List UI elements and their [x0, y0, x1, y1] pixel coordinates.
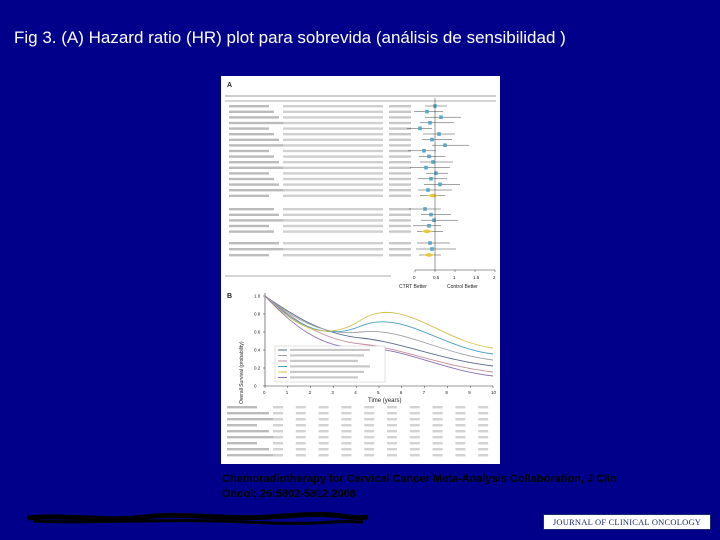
risk-cell [455, 436, 465, 438]
risk-cell [341, 412, 351, 414]
study-marker [432, 218, 436, 222]
risk-cell [273, 448, 283, 450]
risk-cell [433, 412, 443, 414]
study-marker [429, 177, 433, 181]
risk-cell [319, 442, 329, 444]
risk-cell [296, 436, 306, 438]
study-marker [424, 166, 428, 170]
risk-cell [455, 442, 465, 444]
subtotal-diamond [427, 194, 439, 198]
panel-a-label: A [227, 82, 233, 89]
forest-row [229, 241, 450, 245]
risk-cell [478, 436, 488, 438]
km-y-axis-label: Overall Survival (probability) [239, 341, 245, 404]
forest-axis-ticks [413, 270, 496, 280]
study-marker [434, 171, 438, 175]
study-marker [422, 149, 426, 153]
study-marker [429, 213, 433, 217]
forest-tick-label: 0 [413, 275, 416, 280]
km-xtick-label: 6 [399, 390, 403, 395]
risk-cell [273, 430, 283, 432]
citation [222, 472, 712, 502]
risk-cell [478, 424, 488, 426]
risk-row-label [227, 454, 281, 456]
forest-row [229, 224, 441, 228]
forest-row [229, 247, 456, 251]
forest-axis-right-label: Control Better [447, 284, 478, 290]
forest-plot-rows [229, 104, 469, 257]
km-xtick-label: 2 [308, 390, 312, 395]
risk-cell [296, 442, 306, 444]
risk-cell [341, 406, 351, 408]
forest-row [229, 194, 445, 198]
risk-cell [296, 454, 306, 456]
risk-cell [433, 418, 443, 420]
risk-cell [341, 424, 351, 426]
forest-tick-label: 1 [453, 275, 456, 280]
forest-row [229, 104, 447, 108]
risk-cell [296, 424, 306, 426]
study-marker [423, 207, 427, 211]
km-xtick-label: 4 [354, 390, 357, 395]
km-ytick-label: 0.2 [254, 365, 261, 371]
km-x-axis-label: Time (years) [368, 398, 402, 404]
risk-cell [478, 448, 488, 450]
study-marker [443, 143, 447, 147]
forest-row [229, 127, 432, 131]
risk-cell [387, 436, 397, 438]
decorative-scribble [25, 512, 370, 526]
risk-cell [341, 418, 351, 420]
risk-cell [387, 430, 397, 432]
risk-cell [364, 442, 374, 444]
risk-cell [433, 436, 443, 438]
risk-cell [387, 424, 397, 426]
risk-cell [478, 430, 488, 432]
risk-cell [364, 406, 374, 408]
km-y-axis-ticks [254, 294, 265, 389]
risk-cell [410, 406, 420, 408]
risk-cell [296, 448, 306, 450]
journal-banner [543, 514, 711, 530]
legend-text-placeholder [290, 376, 358, 378]
study-marker [428, 241, 432, 245]
risk-cell [273, 454, 283, 456]
forest-row [229, 160, 453, 164]
risk-cell [387, 454, 397, 456]
forest-row [229, 253, 441, 257]
risk-cell [410, 448, 420, 450]
risk-cell [455, 412, 465, 414]
risk-cell [478, 454, 488, 456]
forest-row [229, 121, 454, 125]
risk-cell [455, 424, 465, 426]
forest-tick-label: 2 [493, 275, 496, 280]
forest-row [229, 213, 451, 217]
risk-cell [433, 454, 443, 456]
citation-line-2: Oncol; 26:5802-5812.2008 [222, 488, 356, 500]
risk-cell [410, 430, 420, 432]
journal-name: JOURNAL OF CLINICAL ONCOLOGY [552, 517, 702, 527]
forest-row [229, 143, 469, 147]
risk-cell [341, 454, 351, 456]
km-ytick-label: 0.6 [254, 329, 261, 335]
forest-row [229, 171, 448, 175]
study-marker [428, 121, 432, 125]
km-xtick-label: 9 [468, 390, 471, 395]
panel-b-label: B [227, 293, 233, 300]
subtotal-diamond [423, 253, 435, 257]
forest-row [229, 138, 452, 142]
risk-cell [364, 424, 374, 426]
risk-cell [341, 448, 351, 450]
forest-row [229, 183, 460, 187]
risk-cell [319, 436, 329, 438]
risk-cell [319, 454, 329, 456]
risk-row-label [227, 436, 281, 438]
study-marker [431, 160, 435, 164]
risk-cell [387, 448, 397, 450]
risk-cell [273, 442, 283, 444]
km-ytick-label: 0.4 [254, 347, 261, 353]
study-marker [437, 132, 441, 136]
risk-cell [364, 448, 374, 450]
risk-cell [319, 448, 329, 450]
risk-cell [387, 418, 397, 420]
legend-text-placeholder [290, 360, 358, 362]
forest-row [229, 218, 458, 222]
study-marker [425, 110, 429, 114]
km-xtick-label: 3 [331, 390, 334, 395]
legend-text-placeholder [290, 354, 364, 356]
study-marker [418, 127, 422, 131]
risk-cell [455, 406, 465, 408]
risk-cell [273, 406, 283, 408]
risk-cell [319, 430, 329, 432]
km-ytick-label: 0 [254, 383, 257, 389]
legend-text-placeholder [290, 365, 370, 367]
forest-row [229, 149, 436, 153]
risk-cell [410, 412, 420, 414]
risk-cell [364, 412, 374, 414]
risk-row-label [227, 406, 257, 408]
risk-cell [478, 442, 488, 444]
study-marker [430, 138, 434, 142]
risk-cell [364, 430, 374, 432]
km-x-axis-ticks [263, 386, 497, 395]
figure-image [221, 76, 500, 464]
risk-cell [387, 406, 397, 408]
km-xtick-label: 10 [491, 390, 497, 395]
risk-cell [296, 430, 306, 432]
study-marker [427, 224, 431, 228]
figure-graphic [221, 76, 500, 464]
risk-cell [341, 430, 351, 432]
km-xtick-label: 8 [445, 390, 448, 395]
risk-cell [273, 424, 283, 426]
risk-cell [455, 430, 465, 432]
risk-row-label [227, 424, 257, 426]
risk-cell [410, 418, 420, 420]
risk-row-label [227, 418, 281, 420]
risk-cell [455, 418, 465, 420]
risk-cell [478, 418, 488, 420]
risk-cell [319, 406, 329, 408]
risk-cell [455, 454, 465, 456]
risk-cell [478, 412, 488, 414]
risk-cell [341, 442, 351, 444]
study-marker [439, 115, 443, 119]
study-marker [426, 188, 430, 192]
risk-cell [273, 436, 283, 438]
risk-cell [319, 412, 329, 414]
km-xtick-label: 1 [285, 390, 289, 395]
risk-cell [433, 406, 443, 408]
risk-cell [387, 442, 397, 444]
risk-cell [433, 448, 443, 450]
forest-row [229, 115, 461, 119]
forest-row [229, 207, 441, 211]
risk-row-label [227, 412, 269, 414]
risk-cell [410, 454, 420, 456]
risk-cell [410, 424, 420, 426]
km-xtick-label: 0 [263, 390, 266, 395]
risk-cell [296, 418, 306, 420]
km-curve [265, 296, 493, 354]
km-xtick-label: 5 [377, 390, 380, 395]
km-ytick-label: 0.8 [254, 311, 261, 317]
risk-cell [364, 454, 374, 456]
risk-cell [433, 430, 443, 432]
risk-cell [455, 448, 465, 450]
risk-cell [319, 424, 329, 426]
risk-cell [433, 442, 443, 444]
risk-cell [364, 436, 374, 438]
citation-line-1: Chemoradiotherapy for Cervical Cancer Meta-Analysis Collaboration, J Clin [222, 473, 617, 485]
forest-row [229, 188, 452, 192]
risk-row-label [227, 448, 269, 450]
risk-cell [433, 424, 443, 426]
study-marker [430, 247, 434, 251]
forest-row [229, 155, 445, 159]
forest-row [229, 132, 455, 136]
risk-cell [296, 406, 306, 408]
risk-row-label [227, 430, 269, 432]
subtotal-diamond [421, 229, 433, 233]
legend-text-placeholder [290, 349, 370, 351]
forest-row [229, 229, 443, 233]
risk-cell [478, 406, 488, 408]
risk-cell [364, 418, 374, 420]
slide-title: Fig 3. (A) Hazard ratio (HR) plot para sobrevida (análisis de sensibilidad ) [14, 28, 566, 47]
forest-row [229, 110, 443, 114]
risk-cell [296, 412, 306, 414]
risk-cell [273, 418, 283, 420]
forest-axis-left-label: CTRT Better [399, 284, 427, 290]
risk-cell [410, 436, 420, 438]
risk-cell [410, 442, 420, 444]
risk-cell [273, 412, 283, 414]
forest-tick-label: 0.5 [433, 275, 440, 280]
study-marker [427, 155, 431, 159]
study-marker [438, 183, 442, 187]
forest-row [229, 177, 447, 181]
risk-cell [319, 418, 329, 420]
km-xtick-label: 7 [422, 390, 426, 395]
km-ytick-label: 1.0 [254, 293, 261, 299]
risk-cell [387, 412, 397, 414]
risk-cell [341, 436, 351, 438]
forest-row [229, 166, 450, 170]
numbers-at-risk-table [227, 406, 488, 456]
forest-tick-label: 1.5 [473, 275, 480, 280]
legend-text-placeholder [290, 371, 364, 373]
risk-row-label [227, 442, 257, 444]
